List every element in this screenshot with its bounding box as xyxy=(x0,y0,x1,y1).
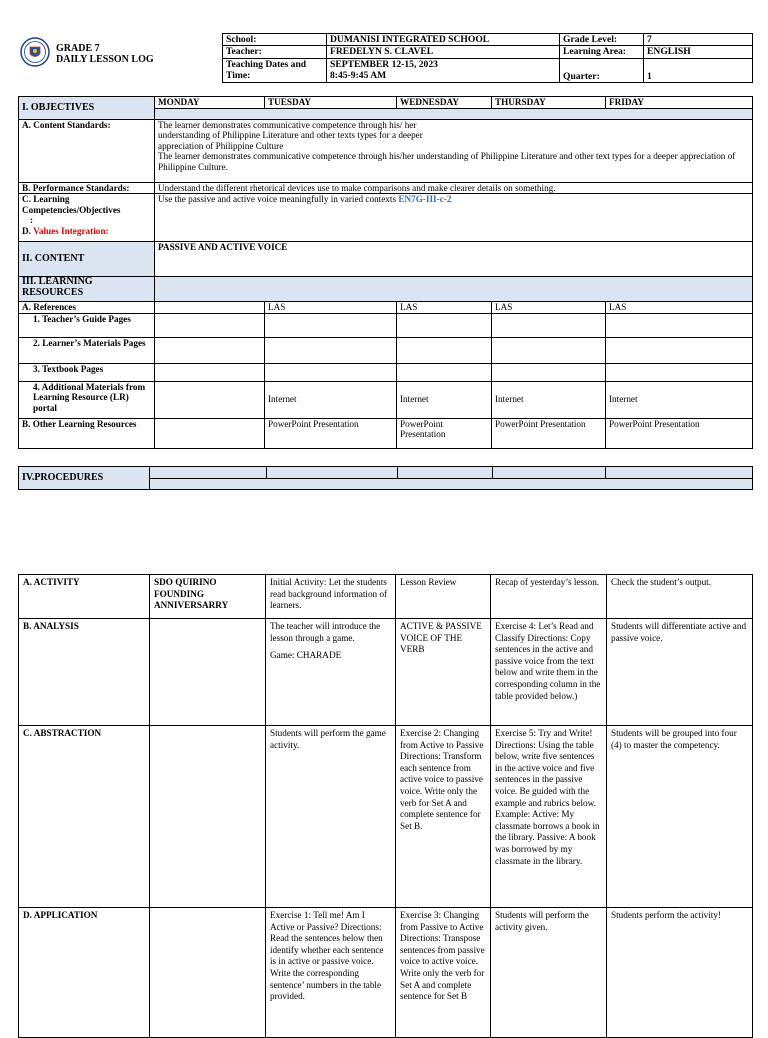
teaching-dates-value: SEPTEMBER 12-15, 2023 8:45-9:45 AM xyxy=(327,59,560,83)
day-tuesday: TUESDAY xyxy=(265,97,397,109)
content-standards-label: A. Content Standards: xyxy=(19,119,155,182)
ppt-friday: PowerPoint Presentation xyxy=(606,418,753,448)
competencies-label: C. Learning Competencies/Objectives : D. Values Integration: xyxy=(19,194,155,242)
teachers-guide-label: 1. Teacher’s Guide Pages xyxy=(19,313,155,337)
procedure-label: A. ACTIVITY xyxy=(19,575,150,619)
internet-thursday: Internet xyxy=(492,381,606,418)
competency-code: EN7G-III-c-2 xyxy=(398,194,452,204)
procedure-monday: SDO QUIRINO FOUNDING ANNIVERSARRY xyxy=(150,575,266,619)
ppt-thursday: PowerPoint Presentation xyxy=(492,418,606,448)
procedures-heading: IV.PROCEDURES xyxy=(19,467,150,490)
procedure-friday: Students perform the activity! xyxy=(607,908,753,1038)
procedure-wednesday: Lesson Review xyxy=(396,575,491,619)
grade-level-label: Grade Level: xyxy=(560,34,644,46)
teaching-dates-label: Teaching Dates and Time: xyxy=(223,59,327,83)
las-wednesday: LAS xyxy=(397,302,492,314)
day-thursday: THURSDAY xyxy=(492,97,606,109)
values-integration-label: Values Integration: xyxy=(33,225,109,236)
procedure-monday xyxy=(150,726,266,908)
learning-area-value: ENGLISH xyxy=(644,46,753,59)
las-thursday: LAS xyxy=(492,302,606,314)
content-heading: II. CONTENT xyxy=(19,242,155,277)
procedure-tuesday: Exercise 1: Tell me! Am I Active or Passive? Directions: Read the sentences below then identify whether each sentence is in active or passive voice. Write the corresponding sentence’ numbers in the table provided. xyxy=(266,908,396,1038)
procedure-friday: Students will be grouped into four (4) to master the competency. xyxy=(607,726,753,908)
procedure-friday: Check the student’s output. xyxy=(607,575,753,619)
procedure-wednesday: Exercise 2: Changing from Active to Passive Directions: Transform each sentence from active voice to passive voice. Write only the verb for Set A and complete sentence for Set B. xyxy=(396,726,491,908)
school-label: School: xyxy=(223,34,327,46)
day-monday: MONDAY xyxy=(155,97,265,109)
procedure-row-abstraction xyxy=(19,726,753,908)
procedure-row-application xyxy=(19,908,753,1038)
content-standards-text: The learner demonstrates communicative competence through his/ her understanding of Philippine Literature and other texts types for a deeper appreciation of Philippine Culture The learner demonstrates communicative competence through his/her understanding of Philippine Literature and other text types for a deeper appreciation of Philippine Culture. xyxy=(155,119,753,182)
internet-wednesday: Internet xyxy=(397,381,492,418)
objectives-heading: I. OBJECTIVES xyxy=(19,97,155,120)
procedure-tuesday: The teacher will introduce the lesson through a game. Game: CHARADE xyxy=(266,619,396,726)
las-tuesday: LAS xyxy=(265,302,397,314)
procedure-thursday: Students will perform the activity given. xyxy=(491,908,607,1038)
header-info-table xyxy=(222,33,753,83)
procedures-table xyxy=(18,574,753,1038)
procedure-thursday: Exercise 5: Try and Write! Directions: Using the table below, write five sentences in the active voice and five sentences in the passive voice. Be guided with the example and rubrics below. Example: Active: My classmate borrows a book in the library. Passive: A book was borrowed by my classmate in the library. xyxy=(491,726,607,908)
procedure-label: B. ANALYSIS xyxy=(19,619,150,726)
procedures-heading-table xyxy=(18,466,753,490)
learning-area-label: Learning Area: xyxy=(560,46,644,59)
textbook-pages-label: 3. Textbook Pages xyxy=(19,363,155,381)
teacher-value: FREDELYN S. CLAVEL xyxy=(327,46,560,59)
procedure-wednesday: Exercise 3: Changing from Passive to Active Directions: Transpose sentences from passive voice to active voice. Write only the verb for Set A and complete sentence for Set B xyxy=(396,908,491,1038)
teacher-label: Teacher: xyxy=(223,46,327,59)
day-wednesday: WEDNESDAY xyxy=(397,97,492,109)
references-label: A. References xyxy=(19,302,155,314)
performance-standards-text: Understand the different rhetorical devices use to make comparisons and make clearer details on something. xyxy=(155,182,753,194)
procedure-thursday: Exercise 4: Let’s Read and Classify Directions: Copy sentences in the active and passive voice from the text below and write them in the corresponding column in the table provided below.) xyxy=(491,619,607,726)
performance-standards-label: B. Performance Standards: xyxy=(19,182,155,194)
ppt-tuesday: PowerPoint Presentation xyxy=(265,418,397,448)
school-value: DUMANISI INTEGRATED SCHOOL xyxy=(327,34,560,46)
learners-materials-label: 2. Learner’s Materials Pages xyxy=(19,337,155,363)
procedure-monday xyxy=(150,619,266,726)
procedure-label: C. ABSTRACTION xyxy=(19,726,150,908)
learning-resources-heading: III. LEARNING RESOURCES xyxy=(19,277,155,302)
competencies-text: Use the passive and active voice meaningfully in varied contexts EN7G-III-c-2 xyxy=(155,194,753,242)
procedure-friday: Students will differentiate active and passive voice. xyxy=(607,619,753,726)
las-friday: LAS xyxy=(606,302,753,314)
procedure-tuesday: Initial Activity: Let the students read background information of learners. xyxy=(266,575,396,619)
grade-level-value: 7 xyxy=(644,34,753,46)
deped-seal-logo xyxy=(20,37,50,67)
procedure-tuesday: Students will perform the game activity. xyxy=(266,726,396,908)
other-resources-label: B. Other Learning Resources xyxy=(19,418,155,448)
procedure-row-activity xyxy=(19,575,753,619)
day-friday: FRIDAY xyxy=(606,97,753,109)
internet-friday: Internet xyxy=(606,381,753,418)
quarter-value: 1 xyxy=(644,59,753,83)
procedure-row-analysis xyxy=(19,619,753,726)
internet-tuesday: Internet xyxy=(265,381,397,418)
procedure-label: D. APPLICATION xyxy=(19,908,150,1038)
grade-title: GRADE 7 DAILY LESSON LOG xyxy=(56,43,154,65)
procedure-wednesday: ACTIVE & PASSIVE VOICE OF THE VERB xyxy=(396,619,491,726)
lesson-plan-table xyxy=(18,96,753,449)
ppt-wednesday: PowerPoint Presentation xyxy=(397,418,492,448)
content-topic: PASSIVE AND ACTIVE VOICE xyxy=(155,242,753,277)
additional-materials-label: 4. Additional Materials from Learning Resource (LR) portal xyxy=(19,381,155,418)
procedure-thursday: Recap of yesterday’s lesson. xyxy=(491,575,607,619)
procedure-monday xyxy=(150,908,266,1038)
quarter-label: Quarter: xyxy=(560,59,644,83)
